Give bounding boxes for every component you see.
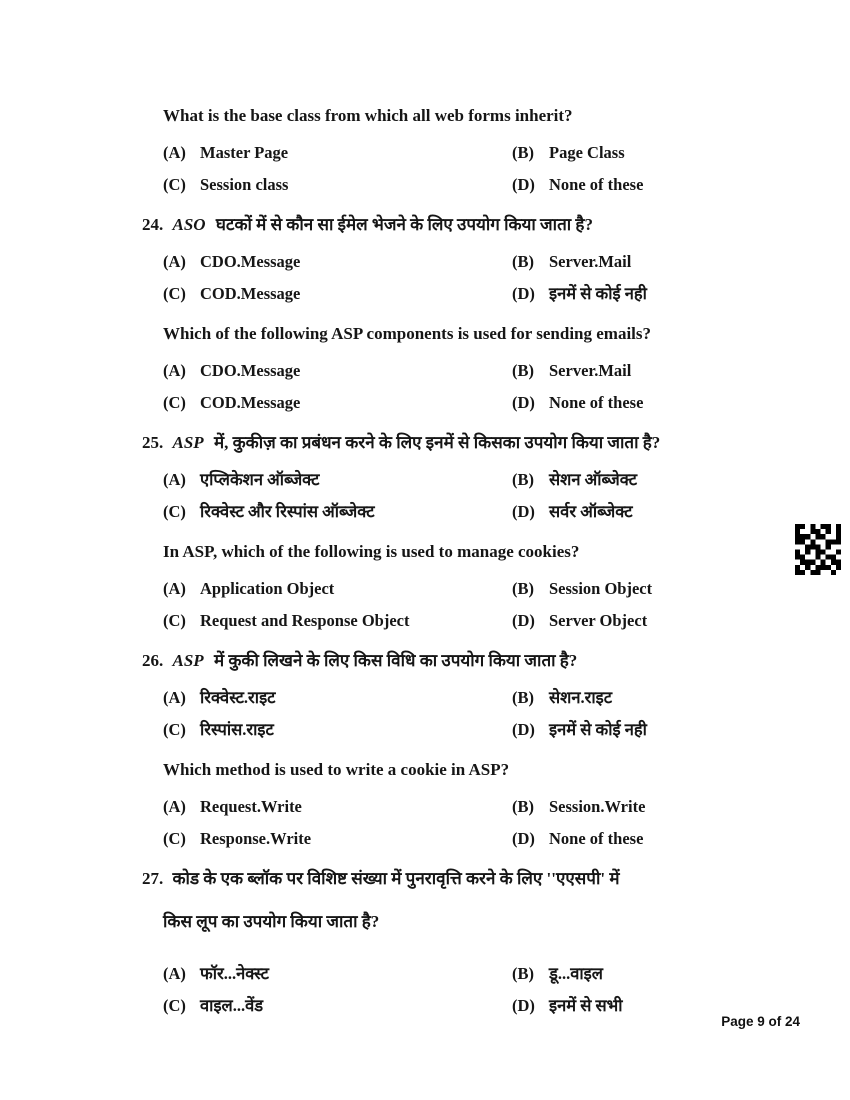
option-text: Response.Write xyxy=(200,829,312,848)
option-a xyxy=(163,464,512,496)
option-d xyxy=(512,387,802,419)
options-grid xyxy=(163,791,802,855)
option-a xyxy=(163,958,512,990)
option-letter: (C) xyxy=(163,611,186,630)
question-body: कोड के एक ब्लॉक पर विशिष्ट संख्या में पुनरावृत्ति करने के लिए ''एएसपी' में xyxy=(172,869,620,888)
option-letter: (C) xyxy=(163,829,186,848)
question-block-25-hi xyxy=(142,419,802,528)
page-number: Page 9 of 24 xyxy=(721,1014,800,1029)
option-text: Session class xyxy=(200,175,289,194)
option-b xyxy=(512,355,802,387)
question-text xyxy=(142,201,802,237)
question-text xyxy=(163,92,802,128)
option-text: सेशन ऑब्जेक्ट xyxy=(549,470,638,489)
option-letter: (B) xyxy=(512,470,534,489)
option-letter: (B) xyxy=(512,252,534,271)
option-text: Server Object xyxy=(549,611,648,630)
options-grid xyxy=(163,682,802,746)
option-c xyxy=(163,496,512,528)
option-d xyxy=(512,823,802,855)
option-letter: (D) xyxy=(512,720,535,739)
option-text: रिक्वेस्ट और रिस्पांस ऑब्जेक्ट xyxy=(200,502,375,521)
option-text: Master Page xyxy=(200,143,289,162)
options-grid xyxy=(163,137,802,201)
exam-page-content xyxy=(142,92,802,1022)
question-number: 25. xyxy=(142,433,164,452)
option-letter: (A) xyxy=(163,688,186,707)
option-text: CDO.Message xyxy=(200,252,301,271)
option-text: COD.Message xyxy=(200,284,301,303)
option-letter: (D) xyxy=(512,611,535,630)
options-grid xyxy=(163,464,802,528)
option-text: इनमें से कोई नही xyxy=(549,284,647,303)
option-text: None of these xyxy=(549,829,644,848)
question-number: 27. xyxy=(142,869,164,888)
qr-code xyxy=(795,522,841,577)
question-italic-term: ASP xyxy=(172,651,204,670)
option-c xyxy=(163,387,512,419)
option-text: वाइल...वेंड xyxy=(200,996,264,1015)
question-block-26-en xyxy=(163,746,802,855)
option-d xyxy=(512,605,802,637)
option-letter: (A) xyxy=(163,797,186,816)
option-d xyxy=(512,714,802,746)
question-text xyxy=(142,419,802,455)
option-text: इनमें से कोई नही xyxy=(549,720,647,739)
option-text: Request and Response Object xyxy=(200,611,410,630)
option-d xyxy=(512,169,802,201)
question-block-24-hi xyxy=(142,201,802,310)
option-letter: (B) xyxy=(512,688,534,707)
option-letter: (D) xyxy=(512,829,535,848)
option-text: Session.Write xyxy=(549,797,646,816)
option-text: Request.Write xyxy=(200,797,302,816)
option-letter: (B) xyxy=(512,361,534,380)
option-letter: (C) xyxy=(163,284,186,303)
option-letter: (D) xyxy=(512,284,535,303)
option-a xyxy=(163,355,512,387)
options-grid xyxy=(163,355,802,419)
option-letter: (D) xyxy=(512,996,535,1015)
option-text: CDO.Message xyxy=(200,361,301,380)
option-text: Page Class xyxy=(549,143,625,162)
question-number: 24. xyxy=(142,215,164,234)
option-letter: (C) xyxy=(163,393,186,412)
question-block-27-hi xyxy=(142,855,802,1022)
option-a xyxy=(163,137,512,169)
option-c xyxy=(163,714,512,746)
option-b xyxy=(512,464,802,496)
option-a xyxy=(163,246,512,278)
question-body: Which method is used to write a cookie in ASP? xyxy=(163,760,510,779)
question-block-webforms xyxy=(163,92,802,201)
option-b xyxy=(512,137,802,169)
question-body: In ASP, which of the following is used to manage cookies? xyxy=(163,542,580,561)
option-letter: (D) xyxy=(512,502,535,521)
option-letter: (B) xyxy=(512,143,534,162)
option-text: एप्लिकेशन ऑब्जेक्ट xyxy=(200,470,320,489)
question-body: में, कुकीज़ का प्रबंधन करने के लिए इनमें से किसका उपयोग किया जाता है? xyxy=(213,433,661,452)
option-c xyxy=(163,990,512,1022)
option-text: फॉर...नेक्स्ट xyxy=(200,964,269,983)
option-text: Application Object xyxy=(200,579,335,598)
option-b xyxy=(512,246,802,278)
option-letter: (D) xyxy=(512,393,535,412)
option-text: None of these xyxy=(549,175,644,194)
option-text: इनमें से सभी xyxy=(549,996,623,1015)
option-letter: (B) xyxy=(512,964,534,983)
options-grid xyxy=(163,573,802,637)
option-text: Server.Mail xyxy=(549,361,632,380)
option-text: सर्वर ऑब्जेक्ट xyxy=(549,502,633,521)
option-letter: (A) xyxy=(163,964,186,983)
question-number: 26. xyxy=(142,651,164,670)
question-italic-term: ASP xyxy=(172,433,204,452)
option-b xyxy=(512,791,802,823)
option-a xyxy=(163,682,512,714)
question-block-25-en xyxy=(163,528,802,637)
option-d xyxy=(512,278,802,310)
question-block-24-en xyxy=(163,310,802,419)
option-b xyxy=(512,958,802,990)
option-b xyxy=(512,573,802,605)
option-letter: (A) xyxy=(163,579,186,598)
option-b xyxy=(512,682,802,714)
option-c xyxy=(163,823,512,855)
question-body: में कुकी लिखने के लिए किस विधि का उपयोग किया जाता है? xyxy=(213,651,578,670)
option-letter: (C) xyxy=(163,502,186,521)
option-text: Session Object xyxy=(549,579,653,598)
option-letter: (D) xyxy=(512,175,535,194)
option-text: COD.Message xyxy=(200,393,301,412)
question-text xyxy=(142,637,802,673)
option-letter: (B) xyxy=(512,797,534,816)
option-letter: (B) xyxy=(512,579,534,598)
question-text xyxy=(163,310,802,346)
option-a xyxy=(163,791,512,823)
question-body: घटकों में से कौन सा ईमेल भेजने के लिए उपयोग किया जाता है? xyxy=(215,215,593,234)
question-body: Which of the following ASP components is used for sending emails? xyxy=(163,324,652,343)
option-letter: (A) xyxy=(163,143,186,162)
question-text-continued: किस लूप का उपयोग किया जाता है? xyxy=(163,912,380,931)
question-text xyxy=(142,855,802,891)
option-c xyxy=(163,605,512,637)
option-text: सेशन.राइट xyxy=(549,688,613,707)
options-grid xyxy=(163,958,802,1022)
option-letter: (C) xyxy=(163,175,186,194)
question-italic-term: ASO xyxy=(172,215,206,234)
option-d xyxy=(512,496,802,528)
question-body: What is the base class from which all web forms inherit? xyxy=(163,106,573,125)
option-c xyxy=(163,169,512,201)
options-grid xyxy=(163,246,802,310)
question-block-26-hi xyxy=(142,637,802,746)
option-text: रिस्पांस.राइट xyxy=(200,720,274,739)
option-a xyxy=(163,573,512,605)
option-c xyxy=(163,278,512,310)
option-letter: (C) xyxy=(163,720,186,739)
option-letter: (A) xyxy=(163,361,186,380)
option-text: रिक्वेस्ट.राइट xyxy=(200,688,276,707)
question-text xyxy=(163,528,802,564)
option-letter: (A) xyxy=(163,470,186,489)
question-text xyxy=(163,746,802,782)
option-text: None of these xyxy=(549,393,644,412)
option-letter: (A) xyxy=(163,252,186,271)
option-text: डू...वाइल xyxy=(549,964,603,983)
option-text: Server.Mail xyxy=(549,252,632,271)
option-letter: (C) xyxy=(163,996,186,1015)
